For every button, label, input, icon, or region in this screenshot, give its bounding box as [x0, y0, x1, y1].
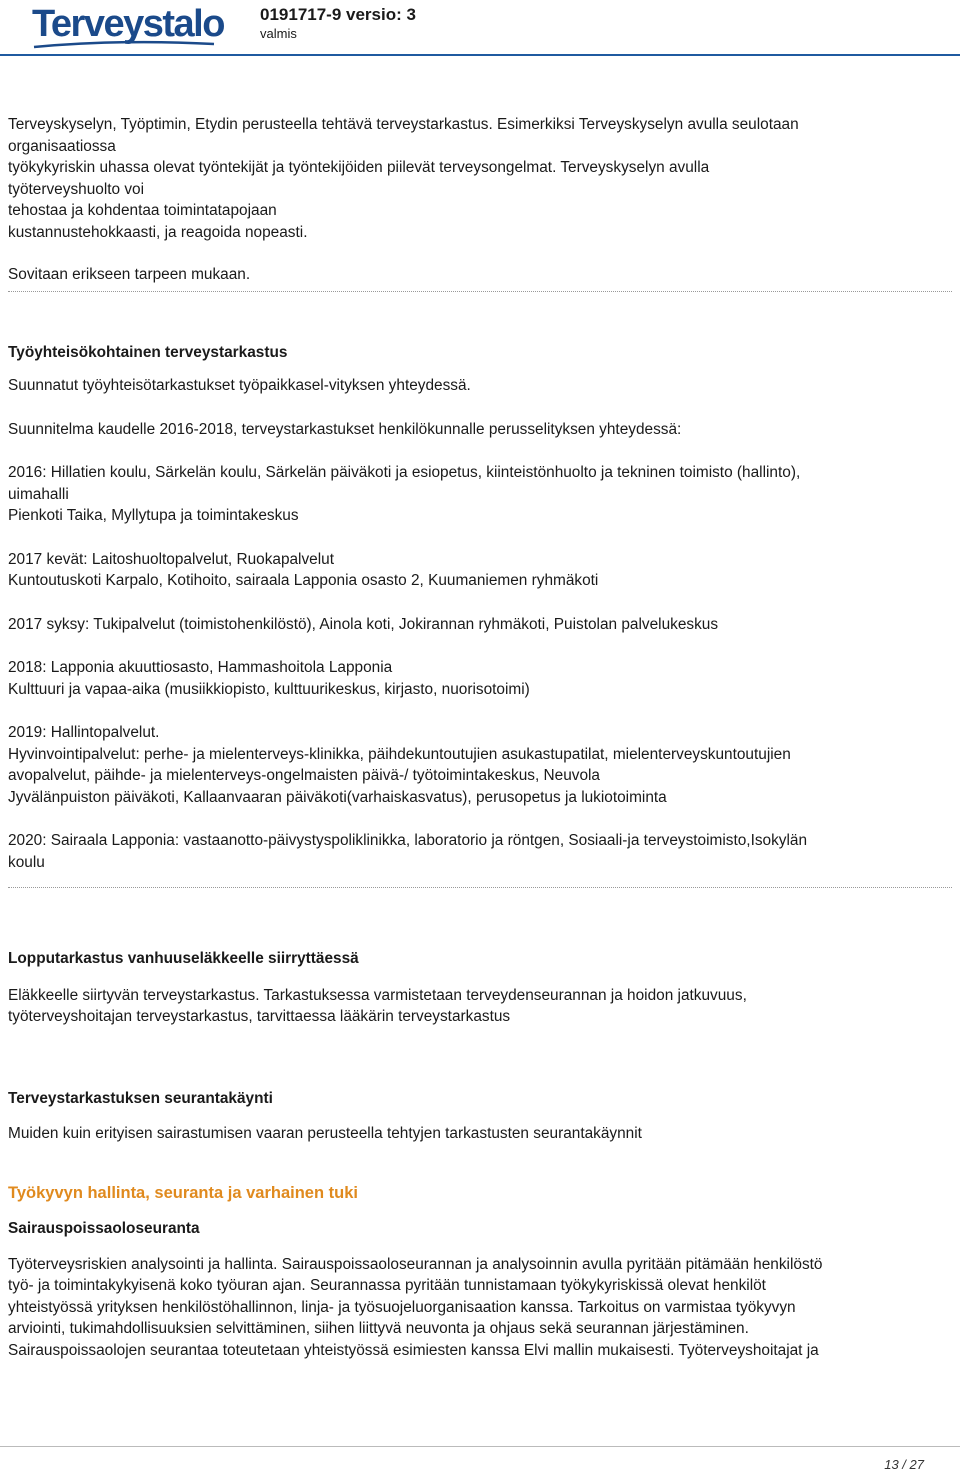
document-id: 0191717-9 versio: 3: [260, 5, 416, 24]
page-number: 13 / 27: [884, 1457, 924, 1472]
plan-line-2017-autumn: 2017 syksy: Tukipalvelut (toimistohenkilöstö), Ainola koti, Jokirannan ryhmäkoti, Puistolan palvelukeskus: [8, 615, 719, 633]
plan-line-2016: 2016: Hillatien koulu, Särkelän koulu, Särkelän päiväkoti ja esiopetus, kiinteistönhuolto ja tekninen toimisto (hallinto),: [8, 464, 801, 481]
plan-line-2019: avopalvelut, päihde- ja mielenterveys-ongelmaisten päivä-/ työtoimintakeskus, Neuvola: [8, 767, 600, 784]
followup-section: [8, 1088, 952, 1145]
intro-section: [8, 114, 952, 292]
retirement-line: työterveyshoitajan terveystarkastus, tarvittaessa lääkärin terveystarkastus: [8, 1008, 511, 1025]
workability-line: yhteistyössä yrityksen henkilöstöhallinnon, linja- ja työsuojeluorganisaation kanssa. Tarkoitus on varmistaa työkyvyn: [8, 1298, 796, 1316]
followup-heading: Terveystarkastuksen seurantakäynti: [8, 1089, 273, 1107]
plan-line-2019: 2019: Hallintopalvelut.: [8, 724, 160, 741]
retirement-line: Eläkkeelle siirtyvän terveystarkastus. Tarkastuksessa varmistetaan terveydenseurannan ja hoidon jatkuvuus,: [8, 986, 747, 1004]
plan-line-2020: 2020: Sairaala Lapponia: vastaanotto-päivystyspoliklinikka, laboratorio ja röntgen, Sosiaali-ja terveystoimisto,Isokylän: [8, 832, 808, 849]
workability-section: [8, 1183, 952, 1362]
plan-line-2020: koulu: [8, 853, 45, 871]
workability-line: arviointi, tukimahdollisuuksien selvittäminen, siihen liittyvä neuvonta ja ohjaus sekä seurannan järjestäminen.: [8, 1320, 749, 1337]
intro-line: tehostaa ja kohdentaa toimintatapojaan: [8, 202, 277, 219]
intro-line: kustannustehokkaasti, ja reagoida nopeasti.: [8, 223, 308, 241]
workability-line: Työterveysriskien analysointi ja hallinta. Sairauspoissaoloseurannan ja analysoinnin avulla pyritään pitämään henkilöstö: [8, 1255, 823, 1273]
followup-text: Muiden kuin erityisen sairastumisen vaaran perusteella tehtyjen tarkastusten seurantakäynnit: [8, 1125, 642, 1142]
document-body: [8, 114, 952, 1361]
workplace-desc: Suunnatut työyhteisötarkastukset työpaikkasel-vityksen yhteydessä.: [8, 377, 471, 394]
workplace-heading: Työyhteisökohtainen terveystarkastus: [8, 343, 288, 361]
logo-swoosh-icon: [32, 40, 217, 50]
document-status: valmis: [260, 26, 297, 41]
plan-line-2018: Kulttuuri ja vapaa-aika (musiikkiopisto, kulttuurikeskus, kirjasto, nuorisotoimi): [8, 680, 530, 698]
sick-leave-heading: Sairauspoissaoloseuranta: [8, 1220, 200, 1237]
header-divider: [0, 54, 960, 56]
workplace-section: [8, 342, 952, 889]
plan-line-2018: 2018: Lapponia akuuttiosasto, Hammashoitola Lapponia: [8, 659, 393, 676]
plan-line-2019: Hyvinvointipalvelut: perhe- ja mielenterveys-klinikka, päihdekuntoutujien asukastupatilat, mielenterveyskuntoutujien: [8, 745, 791, 763]
intro-note: Sovitaan erikseen tarpeen mukaan.: [8, 266, 251, 283]
workability-line: Sairauspoissaolojen seurantaa toteutetaan yhteistyössä esimiesten kanssa Elvi mallin mukaisesti. Työterveyshoitajat ja: [8, 1341, 819, 1359]
footer-divider: [0, 1446, 960, 1447]
plan-line-2019: Jyvälänpuiston päiväkoti, Kallaanvaaran päiväkoti(varhaiskasvatus), perusopetus ja lukiotoiminta: [8, 788, 667, 806]
retirement-section: [8, 948, 952, 1028]
plan-line-2016: Pienkoti Taika, Myllytupa ja toimintakeskus: [8, 507, 299, 524]
terveystalo-logo-icon: [32, 4, 224, 44]
plan-line-2016: uimahalli: [8, 485, 69, 503]
workplace-plan: Suunnitelma kaudelle 2016-2018, terveystarkastukset henkilökunnalle perusselityksen yhteydessä:: [8, 420, 682, 438]
workability-heading: Työkyvyn hallinta, seuranta ja varhainen tuki: [8, 1183, 358, 1202]
retirement-heading: Lopputarkastus vanhuuseläkkeelle siirryttäessä: [8, 950, 359, 967]
page-header: [0, 0, 960, 52]
intro-line: organisaatiossa: [8, 137, 116, 155]
intro-line: työterveyshuolto voi: [8, 180, 145, 198]
intro-line: työkykyriskin uhassa olevat työntekijät ja työntekijöiden piilevät terveysongelmat. Terveyskyselyn avulla: [8, 159, 710, 176]
plan-line-2017-spring: Kuntoutuskoti Karpalo, Kotihoito, sairaala Lapponia osasto 2, Kuumaniemen ryhmäkoti: [8, 572, 599, 589]
plan-line-2017-spring: 2017 kevät: Laitoshuoltopalvelut, Ruokapalvelut: [8, 550, 334, 568]
logo-text: Terveystalo: [32, 3, 224, 45]
intro-line: Terveyskyselyn, Työptimin, Etydin perusteella tehtävä terveystarkastus. Esimerkiksi Terveyskyselyn avulla seulotaan: [8, 116, 799, 133]
workability-line: työ- ja toimintakykyisenä koko työuran ajan. Seurannassa pyritään tunnistamaan työkykyriskissä olevat henkilöt: [8, 1277, 766, 1294]
